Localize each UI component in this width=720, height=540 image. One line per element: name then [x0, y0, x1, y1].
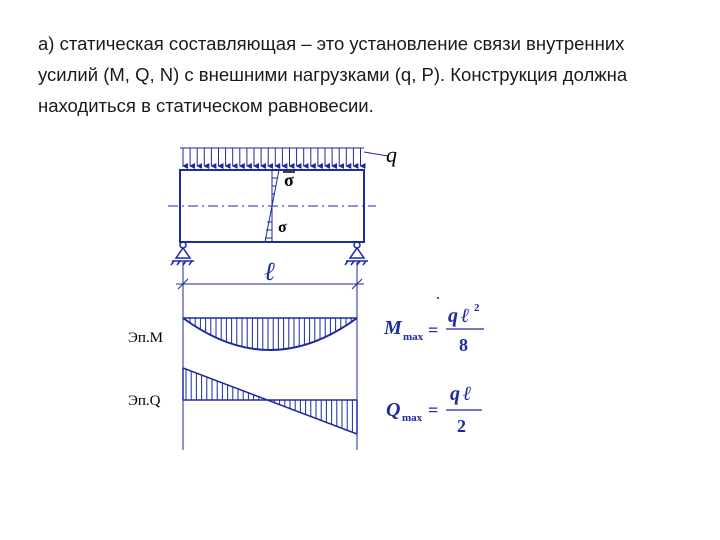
- svg-text:max: max: [403, 331, 424, 343]
- span-dimension: [176, 262, 364, 450]
- svg-text:8: 8: [459, 335, 468, 355]
- intro-line-2: усилий (M, Q, N) с внешними нагрузками (q, P). Конструкция должна: [38, 64, 628, 85]
- svg-text:ℓ: ℓ: [461, 305, 470, 327]
- svg-text:ℓ: ℓ: [463, 383, 472, 405]
- moment-diagram-label: Эп.M: [128, 330, 164, 346]
- span-label: ℓ: [264, 257, 275, 286]
- mmax-formula: [383, 302, 484, 355]
- sigma-bottom-label: σ: [278, 219, 287, 236]
- qmax-formula: [386, 383, 482, 436]
- svg-text:q: q: [448, 305, 458, 327]
- intro-line-3: находиться в статическом равновесии.: [38, 95, 374, 116]
- svg-text:Q: Q: [386, 399, 401, 421]
- distributed-load: [180, 148, 364, 166]
- stray-dot: [437, 297, 439, 299]
- svg-text:q: q: [450, 383, 460, 405]
- svg-text:=: =: [428, 320, 439, 340]
- load-label: q: [386, 142, 397, 167]
- intro-line-1: а) статическая составляющая – это установление связи внутренних: [38, 33, 625, 54]
- left-support: [171, 242, 194, 265]
- right-support: [345, 242, 368, 265]
- svg-text:2: 2: [474, 302, 480, 314]
- shear-diagram-label: Эп.Q: [128, 393, 161, 409]
- svg-text:2: 2: [457, 416, 466, 436]
- load-arrows: [183, 148, 361, 166]
- moment-diagram: [183, 318, 357, 350]
- sigma-top-label: σ: [284, 170, 294, 190]
- svg-text:max: max: [402, 412, 423, 424]
- load-leader: [364, 152, 388, 156]
- svg-text:=: =: [428, 400, 439, 420]
- shear-diagram: [183, 368, 357, 434]
- svg-text:M: M: [384, 317, 402, 339]
